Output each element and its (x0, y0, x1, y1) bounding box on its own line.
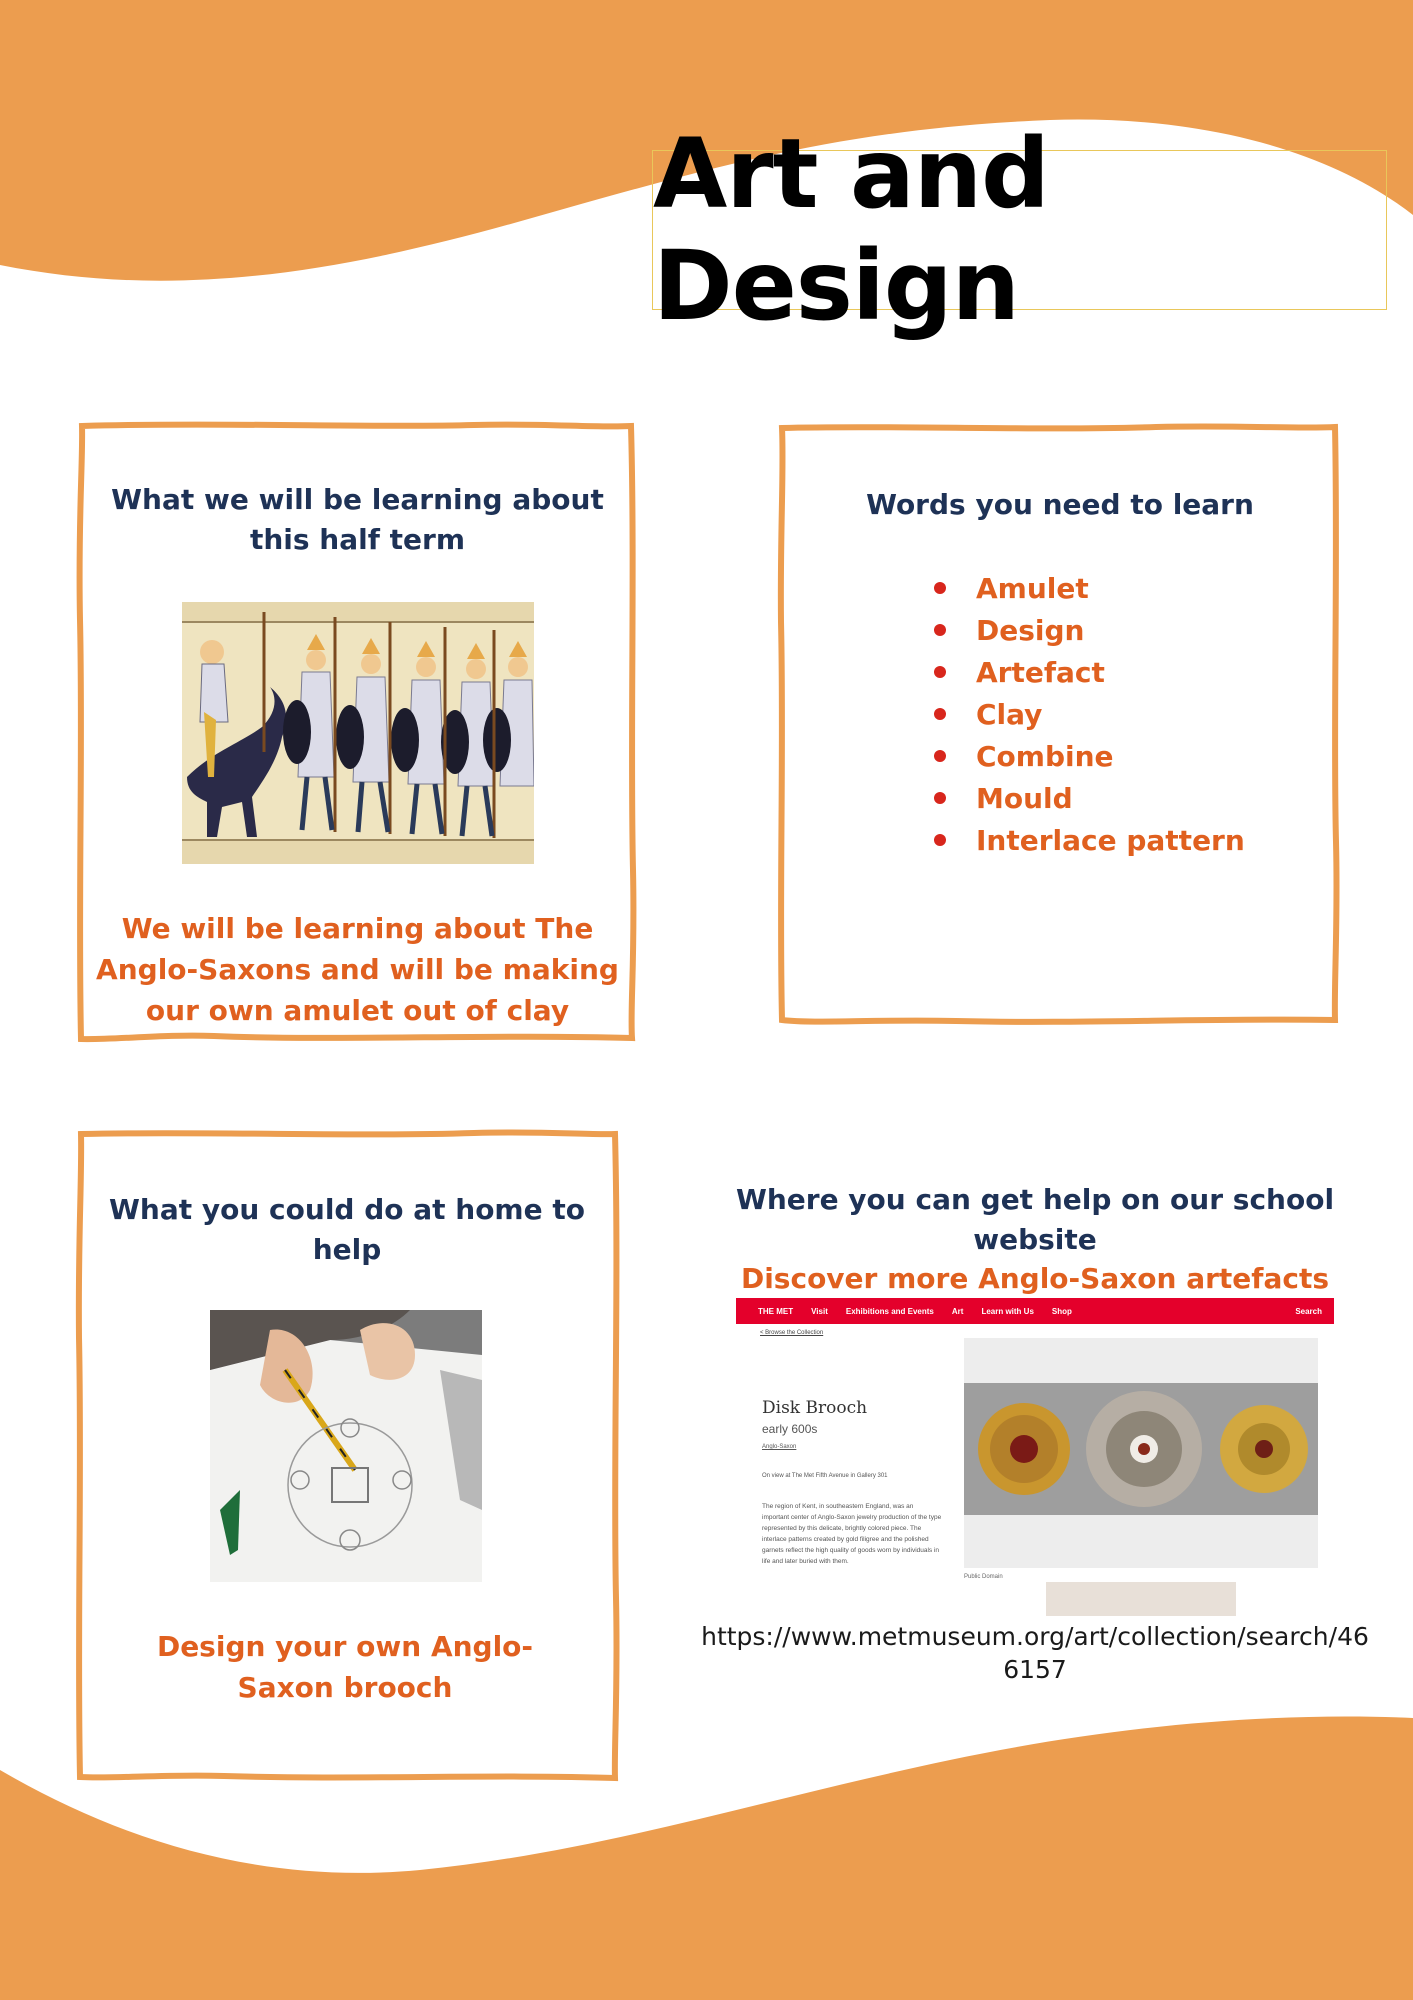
word-item: Mould (934, 777, 1245, 819)
met-nav-item: Shop (1051, 1306, 1072, 1316)
met-location: On view at The Met Fifth Avenue in Gallery 301 (762, 1473, 888, 1479)
bullet-icon (934, 834, 946, 846)
met-object-date: early 600s (762, 1422, 818, 1436)
bullet-icon (934, 582, 946, 594)
met-breadcrumb: < Browse the Collection (760, 1330, 824, 1336)
met-nav-item: Visit (811, 1306, 828, 1316)
learning-heading: What we will be learning about this half term (111, 483, 604, 556)
met-rights: Public Domain (964, 1574, 1003, 1580)
met-brooch-image (964, 1338, 1318, 1568)
bullet-icon (934, 666, 946, 678)
word-item: Artefact (934, 651, 1245, 693)
brooch-photos (964, 1338, 1318, 1568)
website-heading: Where you can get help on our school website (735, 1183, 1335, 1256)
tapestry-image (182, 602, 534, 864)
word-item: Clay (934, 693, 1245, 735)
met-culture: Anglo-Saxon (762, 1444, 797, 1450)
met-nav-item: Learn with Us (981, 1306, 1034, 1316)
met-description: The region of Kent, in southeastern England, was an important center of Anglo-Saxon jewelry production of the type represented by this delicate, brightly colored piece. The interlace patterns created by gold filigree and the polished garnets reflect the high quality of goods worn by individuals in life and later buried with them. (762, 1503, 942, 1565)
bullet-icon (934, 792, 946, 804)
met-thumbnails[interactable] (1046, 1582, 1236, 1616)
drawing-photo (210, 1310, 482, 1582)
word-item: Amulet (934, 567, 1245, 609)
met-object-title: Disk Brooch (762, 1398, 868, 1418)
bullet-icon (934, 750, 946, 762)
met-nav-item: Art (951, 1306, 964, 1316)
met-nav-item: Exhibitions and Events (845, 1306, 934, 1316)
word-item: Design (934, 609, 1245, 651)
artefacts-link[interactable]: Discover more Anglo-Saxon artefacts (740, 1262, 1330, 1295)
home-body: Design your own Anglo-Saxon brooch (156, 1630, 534, 1704)
met-nav-bar (736, 1298, 1334, 1324)
website-url[interactable]: https://www.metmuseum.org/art/collection/search/466157 (701, 1622, 1369, 1684)
word-item: Interlace pattern (934, 819, 1245, 861)
words-heading: Words you need to learn (866, 488, 1254, 521)
met-search: Search (1295, 1306, 1322, 1316)
met-museum-screenshot[interactable] (736, 1298, 1334, 1616)
bullet-icon (934, 624, 946, 636)
met-logo: THE MET (758, 1306, 794, 1316)
words-list (934, 567, 1245, 861)
learning-body: We will be learning about The Anglo-Saxons and will be making our own amulet out of clay (96, 912, 619, 1027)
home-heading: What you could do at home to help (109, 1193, 585, 1266)
page-title: Art and Design (653, 118, 1049, 342)
title-box (652, 118, 1387, 342)
bullet-icon (934, 708, 946, 720)
word-item: Combine (934, 735, 1245, 777)
